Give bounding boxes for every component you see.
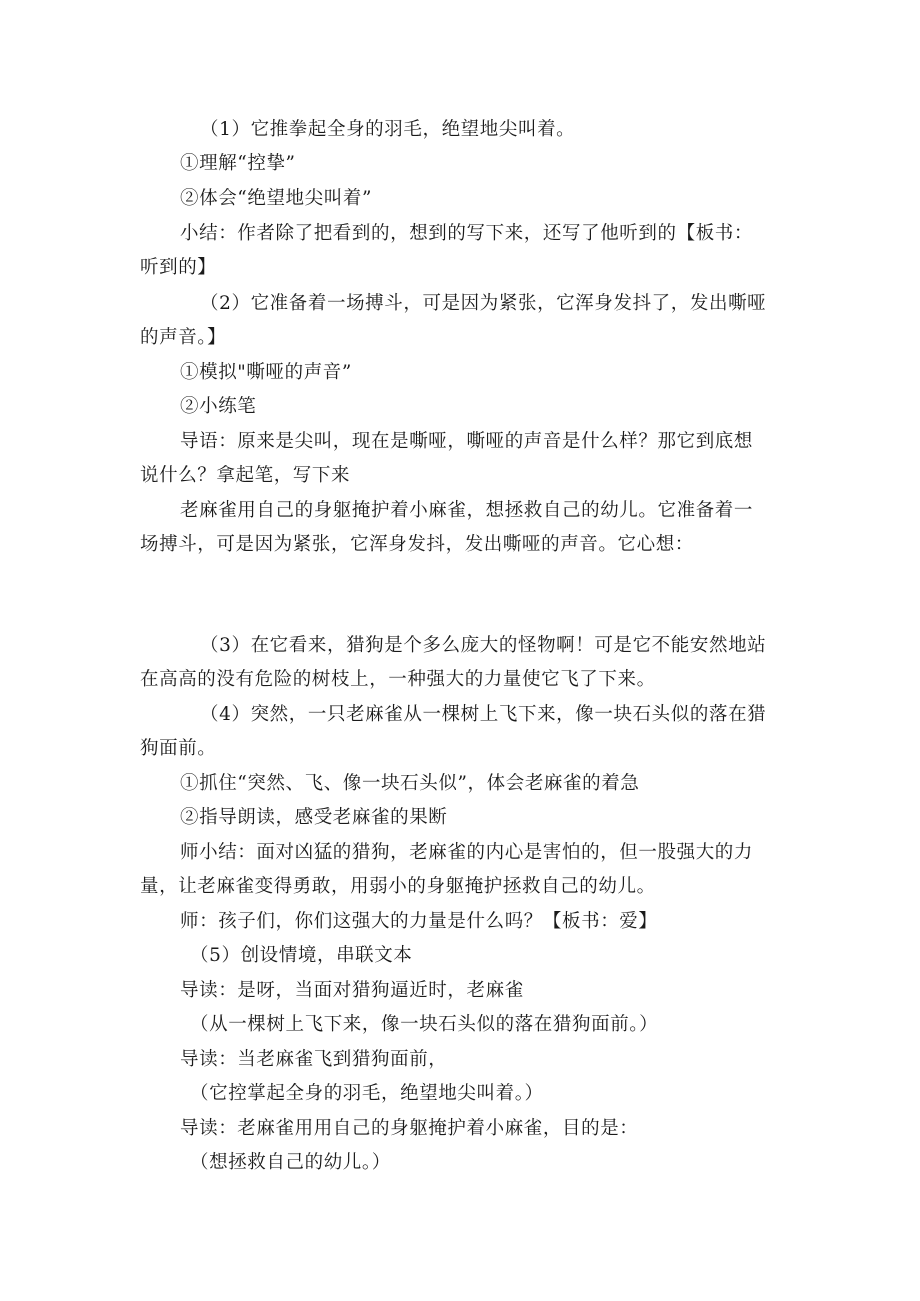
item-simulate-sound: ①模拟"嘶哑的声音” bbox=[180, 362, 352, 383]
teacher-summary-line-1: 师小结：面对凶猛的猎狗，老麻雀的内心是害怕的，但一股强大的力 bbox=[180, 842, 754, 863]
passage-line-2: 场搏斗，可是因为紧张，它浑身发抖，发出嘶哑的声音。它心想： bbox=[140, 534, 694, 555]
teacher-question: 师：孩子们，你们这强大的力量是什么吗？【板书：爱】 bbox=[180, 911, 658, 932]
paragraph-2-line-1: （2）它准备着一场搏斗，可是因为紧张，它浑身发抖了，发出嘶哑 bbox=[200, 293, 767, 314]
paragraph-1: （1）它推拳起全身的羽毛，绝望地尖叫着。 bbox=[200, 119, 576, 140]
paragraph-4-line-2: 狗面前。 bbox=[140, 738, 217, 759]
passage-line-1: 老麻雀用自己的身躯掩护着小麻雀，想拯救自己的幼儿。它准备着一 bbox=[180, 500, 754, 521]
item-understand-word: ①理解“控挚” bbox=[180, 153, 296, 174]
answer-1: （从一棵树上飞下来，像一块石头似的落在猎狗面前。） bbox=[190, 1014, 659, 1035]
paragraph-5-heading: （5）创设情境，串联文本 bbox=[190, 945, 413, 966]
teacher-summary-line-2: 量，让老麻雀变得勇敢，用弱小的身躯掩护拯救自己的幼儿。 bbox=[140, 876, 656, 897]
answer-2: （它控掌起全身的羽毛，绝望地尖叫着。） bbox=[190, 1083, 544, 1104]
item-writing-practice: ②小练笔 bbox=[180, 396, 257, 417]
paragraph-3-line-1: （3）在它看来，猎狗是个多么庞大的怪物啊！可是它不能安然地站 bbox=[200, 635, 767, 656]
paragraph-3-line-2: 在高高的没有危险的树枝上，一种强大的力量使它飞了下来。 bbox=[140, 669, 656, 690]
guided-read-3: 导读：老麻雀用用自己的身躯掩护着小麻雀，目的是： bbox=[180, 1118, 639, 1139]
item-guided-reading: ②指导朗读，感受老麻雀的果断 bbox=[180, 807, 448, 828]
paragraph-2-line-2: 的声音。】 bbox=[140, 327, 227, 348]
paragraph-4-line-1: （4）突然，一只老麻雀从一棵树上飞下来，像一块石头似的落在猎 bbox=[200, 704, 767, 725]
guide-line-1: 导语：原来是尖叫，现在是嘶哑，嘶哑的声音是什么样？那它到底想 bbox=[180, 431, 754, 452]
guide-line-2: 说什么？拿起笔，写下来 bbox=[140, 465, 351, 486]
summary-line-2: 听到的】 bbox=[140, 257, 217, 278]
summary-line-1: 小结：作者除了把看到的，想到的写下来，还写了他听到的【板书： bbox=[180, 223, 754, 244]
answer-3: （想拯救自己的幼儿。） bbox=[190, 1152, 391, 1173]
item-grasp-words: ①抓住“突然、飞、像一块石头似”，体会老麻雀的着急 bbox=[180, 773, 640, 794]
guided-read-2: 导读：当老麻雀飞到猎狗面前， bbox=[180, 1049, 448, 1070]
item-feel-phrase: ②体会“绝望地尖叫着” bbox=[180, 188, 373, 209]
guided-read-1: 导读：是呀，当面对猎狗逼近时，老麻雀 bbox=[180, 980, 524, 1001]
